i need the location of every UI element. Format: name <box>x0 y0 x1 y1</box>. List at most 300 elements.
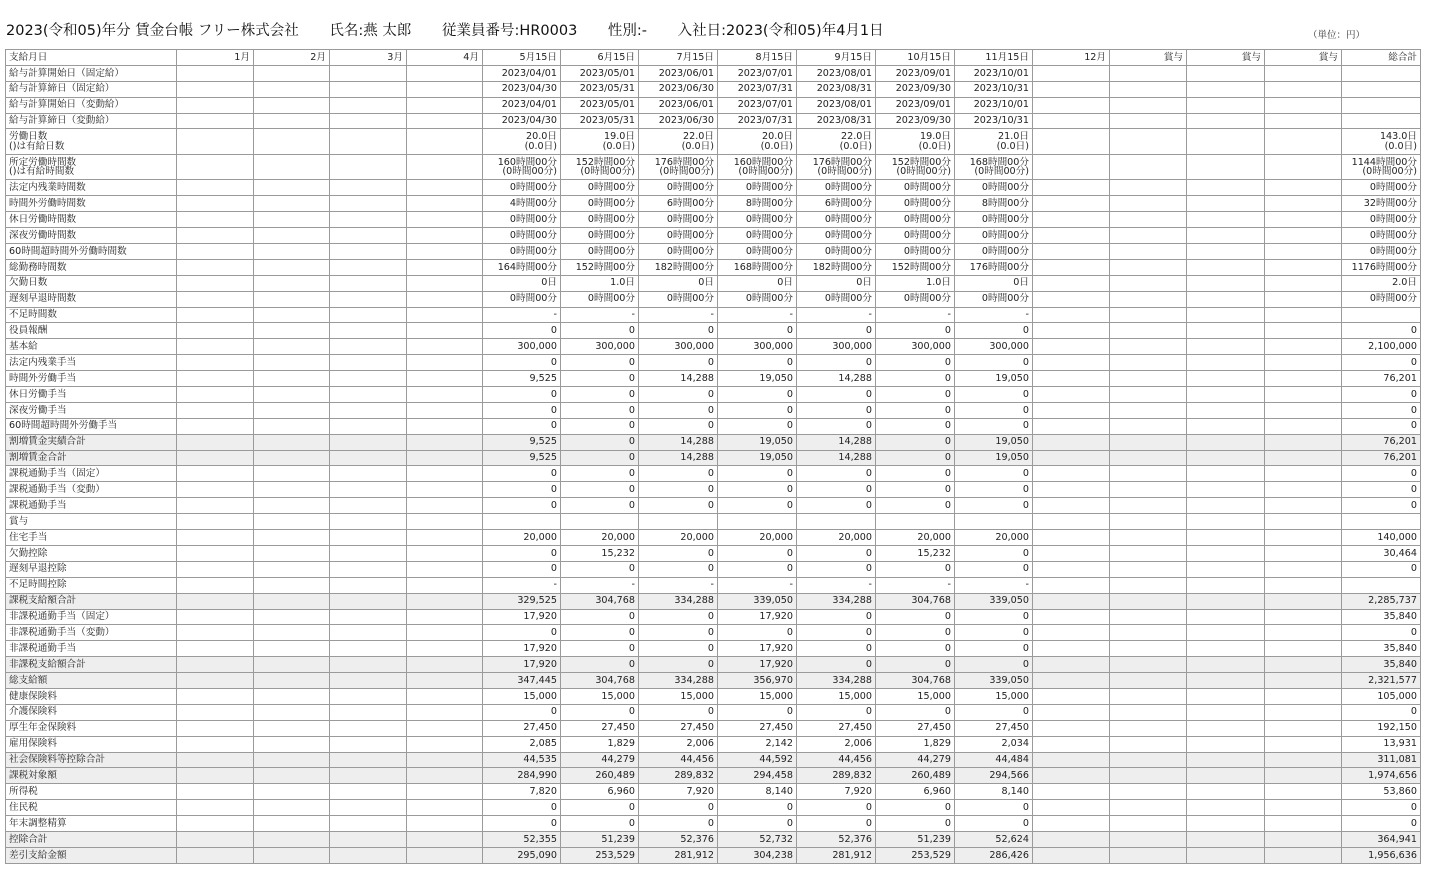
table-row <box>6 720 1421 736</box>
table-cell <box>1187 402 1265 418</box>
table-cell <box>1033 561 1110 577</box>
column-header: 2月 <box>254 50 330 66</box>
table-cell: 2,100,000 <box>1342 339 1421 355</box>
table-cell: 2023/07/31 <box>718 81 797 97</box>
column-header: 賞与 <box>1187 50 1265 66</box>
table-cell: 0 <box>876 387 955 403</box>
table-cell: 0日 <box>639 275 718 291</box>
table-cell <box>1033 339 1110 355</box>
table-cell <box>177 259 254 275</box>
table-cell: - <box>797 307 876 323</box>
table-cell <box>254 784 330 800</box>
cell-line2: (0.0日) <box>602 140 635 152</box>
table-cell: 152時間00分 <box>876 259 955 275</box>
row-label: 所得税 <box>6 784 177 800</box>
row-label-line1: 労働日数 <box>9 131 48 143</box>
table-cell <box>177 434 254 450</box>
table-cell <box>1265 402 1342 418</box>
table-cell: 8,140 <box>955 784 1033 800</box>
table-cell <box>1110 323 1187 339</box>
table-cell <box>1265 673 1342 689</box>
table-cell: 0日 <box>718 275 797 291</box>
table-cell <box>330 65 407 81</box>
table-cell <box>1187 81 1265 97</box>
table-cell <box>407 545 483 561</box>
table-cell: 20,000 <box>797 530 876 546</box>
table-cell <box>177 65 254 81</box>
table-cell: 0 <box>483 498 561 514</box>
table-cell: - <box>876 307 955 323</box>
row-label: 深夜労働時間数 <box>6 228 177 244</box>
table-cell: 0 <box>797 545 876 561</box>
table-cell: 0時間00分 <box>955 228 1033 244</box>
table-row <box>6 154 1421 180</box>
table-cell: 7,920 <box>797 784 876 800</box>
table-cell: 53,860 <box>1342 784 1421 800</box>
table-cell: 0 <box>797 323 876 339</box>
table-cell <box>254 657 330 673</box>
table-cell: 0 <box>561 816 639 832</box>
table-cell <box>1265 355 1342 371</box>
table-cell <box>330 768 407 784</box>
table-cell <box>254 673 330 689</box>
table-row <box>6 65 1421 81</box>
table-cell <box>1265 387 1342 403</box>
table-cell: 0 <box>797 609 876 625</box>
table-cell: 0 <box>876 402 955 418</box>
table-cell <box>1187 339 1265 355</box>
table-cell: 0 <box>955 545 1033 561</box>
table-cell <box>1033 228 1110 244</box>
table-cell <box>797 129 876 155</box>
table-cell <box>1265 196 1342 212</box>
table-cell: 334,288 <box>639 593 718 609</box>
table-cell <box>254 514 330 530</box>
table-cell <box>177 816 254 832</box>
table-cell: 9,525 <box>483 450 561 466</box>
table-cell: 2,006 <box>797 736 876 752</box>
table-cell: 0 <box>639 625 718 641</box>
table-cell: 0 <box>561 625 639 641</box>
table-cell <box>1265 514 1342 530</box>
table-cell: 0 <box>1342 625 1421 641</box>
table-cell: 1.0日 <box>876 275 955 291</box>
table-cell <box>1265 180 1342 196</box>
table-cell <box>254 466 330 482</box>
column-header: 8月15日 <box>718 50 797 66</box>
table-cell <box>407 736 483 752</box>
table-cell: 0 <box>797 466 876 482</box>
table-cell <box>1265 816 1342 832</box>
table-cell: 0 <box>876 625 955 641</box>
table-cell: 2023/04/30 <box>483 113 561 129</box>
table-cell <box>177 212 254 228</box>
table-cell <box>1187 704 1265 720</box>
table-cell: - <box>876 577 955 593</box>
table-row <box>6 657 1421 673</box>
table-cell <box>1110 371 1187 387</box>
cell-line2: (0時間00分) <box>659 166 714 178</box>
table-cell <box>407 816 483 832</box>
table-cell <box>254 323 330 339</box>
table-cell: 0 <box>718 625 797 641</box>
table-cell: 0 <box>639 323 718 339</box>
table-cell <box>1187 196 1265 212</box>
table-cell: 20,000 <box>639 530 718 546</box>
table-cell: 2023/05/01 <box>561 65 639 81</box>
cell-line1: 22.0日 <box>683 131 714 143</box>
table-cell: 0 <box>718 545 797 561</box>
table-cell <box>1110 259 1187 275</box>
table-cell: 1.0日 <box>561 275 639 291</box>
table-cell: 14,288 <box>797 450 876 466</box>
table-cell <box>177 641 254 657</box>
table-cell <box>254 577 330 593</box>
table-cell: 0 <box>639 402 718 418</box>
table-cell <box>407 466 483 482</box>
table-cell <box>955 514 1033 530</box>
cell-line1: 20.0日 <box>762 131 793 143</box>
table-cell: 105,000 <box>1342 688 1421 704</box>
table-cell: 253,529 <box>561 847 639 863</box>
table-cell <box>177 498 254 514</box>
table-cell <box>1187 212 1265 228</box>
table-cell: 0 <box>955 418 1033 434</box>
table-cell <box>1265 434 1342 450</box>
table-row <box>6 291 1421 307</box>
table-cell: 51,239 <box>561 831 639 847</box>
table-cell <box>407 641 483 657</box>
table-cell <box>1110 720 1187 736</box>
table-cell <box>1265 371 1342 387</box>
row-label: 介護保険料 <box>6 704 177 720</box>
cell-line2: (0時間00分) <box>974 166 1029 178</box>
table-cell: 0時間00分 <box>1342 244 1421 260</box>
table-cell: 0 <box>639 355 718 371</box>
table-cell <box>1187 831 1265 847</box>
table-cell: 2023/06/30 <box>639 81 718 97</box>
table-cell <box>407 625 483 641</box>
table-cell <box>1033 831 1110 847</box>
table-cell <box>177 688 254 704</box>
table-cell: 0 <box>483 625 561 641</box>
table-cell <box>330 323 407 339</box>
table-cell: 0 <box>483 466 561 482</box>
table-cell: 311,081 <box>1342 752 1421 768</box>
table-cell <box>1033 180 1110 196</box>
table-cell: 0 <box>876 418 955 434</box>
table-cell: 2,142 <box>718 736 797 752</box>
table-cell: 15,000 <box>797 688 876 704</box>
table-cell <box>177 545 254 561</box>
table-cell <box>1187 784 1265 800</box>
table-cell: 27,450 <box>561 720 639 736</box>
table-cell: 329,525 <box>483 593 561 609</box>
row-label: 欠勤控除 <box>6 545 177 561</box>
table-cell <box>797 154 876 180</box>
table-cell: 0 <box>1342 387 1421 403</box>
column-header: 4月 <box>407 50 483 66</box>
cell-line1: 160時間00分 <box>497 156 557 168</box>
table-cell <box>1342 97 1421 113</box>
table-cell <box>330 545 407 561</box>
row-label-line2: ()は有給時間数 <box>9 166 75 178</box>
table-cell <box>1033 688 1110 704</box>
table-cell <box>177 609 254 625</box>
table-cell: 6時間00分 <box>797 196 876 212</box>
table-cell: 0 <box>797 387 876 403</box>
table-cell: 182時間00分 <box>639 259 718 275</box>
table-cell: 0 <box>1342 482 1421 498</box>
table-cell <box>254 434 330 450</box>
table-cell <box>330 450 407 466</box>
table-cell: 0 <box>561 641 639 657</box>
table-cell <box>1265 784 1342 800</box>
table-cell <box>177 704 254 720</box>
table-cell: - <box>639 307 718 323</box>
table-cell <box>1110 530 1187 546</box>
table-cell: 339,050 <box>718 593 797 609</box>
table-cell <box>330 625 407 641</box>
table-cell <box>1187 466 1265 482</box>
table-cell: 0時間00分 <box>876 244 955 260</box>
wage-ledger-table <box>5 49 1421 864</box>
table-cell <box>1265 641 1342 657</box>
table-cell <box>177 339 254 355</box>
table-cell <box>1187 736 1265 752</box>
table-cell <box>177 577 254 593</box>
table-cell: 300,000 <box>561 339 639 355</box>
table-cell: 51,239 <box>876 831 955 847</box>
table-cell <box>254 641 330 657</box>
cell-line2: (0時間00分) <box>817 166 872 178</box>
table-cell <box>561 514 639 530</box>
table-cell <box>1265 530 1342 546</box>
table-cell <box>254 482 330 498</box>
table-cell <box>797 514 876 530</box>
table-cell: 0 <box>561 561 639 577</box>
table-cell <box>407 450 483 466</box>
cell-line2: (0時間00分) <box>502 166 557 178</box>
table-cell <box>1187 113 1265 129</box>
table-cell <box>1342 113 1421 129</box>
table-cell: 0 <box>561 482 639 498</box>
table-cell: 281,912 <box>639 847 718 863</box>
table-cell <box>177 514 254 530</box>
table-row <box>6 97 1421 113</box>
table-cell: 1176時間00分 <box>1342 259 1421 275</box>
table-cell: 20,000 <box>876 530 955 546</box>
header-row <box>6 50 1421 66</box>
table-cell: 0時間00分 <box>955 180 1033 196</box>
table-cell <box>177 482 254 498</box>
table-cell: 300,000 <box>797 339 876 355</box>
table-row <box>6 816 1421 832</box>
table-cell <box>1110 641 1187 657</box>
table-cell: 0 <box>797 800 876 816</box>
table-cell <box>1033 418 1110 434</box>
table-cell: 0 <box>483 387 561 403</box>
table-cell <box>330 657 407 673</box>
table-cell <box>330 847 407 863</box>
table-row <box>6 355 1421 371</box>
row-label: 給与計算締日（変動給） <box>6 113 177 129</box>
table-cell: 44,592 <box>718 752 797 768</box>
table-cell: 0 <box>955 609 1033 625</box>
table-cell: 0 <box>876 323 955 339</box>
document-title: 2023(令和05)年分 賃金台帳 フリー株式会社 <box>6 23 299 39</box>
table-cell <box>407 323 483 339</box>
table-cell: 2023/07/01 <box>718 65 797 81</box>
table-cell <box>1033 212 1110 228</box>
table-cell <box>330 673 407 689</box>
table-cell: 7,820 <box>483 784 561 800</box>
table-cell: 0 <box>561 800 639 816</box>
table-cell: 0 <box>797 625 876 641</box>
table-cell <box>254 244 330 260</box>
row-label <box>6 154 177 180</box>
table-cell <box>177 113 254 129</box>
table-cell: - <box>797 577 876 593</box>
table-row <box>6 81 1421 97</box>
cell-line1: 152時間00分 <box>575 156 635 168</box>
table-cell <box>254 720 330 736</box>
cell-line2: (0.0日) <box>760 140 793 152</box>
table-cell <box>1187 752 1265 768</box>
table-cell: 1,974,656 <box>1342 768 1421 784</box>
table-cell <box>1187 593 1265 609</box>
table-cell <box>1265 482 1342 498</box>
table-cell <box>1110 688 1187 704</box>
table-cell: 0 <box>718 816 797 832</box>
table-cell <box>330 355 407 371</box>
table-cell: 35,840 <box>1342 609 1421 625</box>
table-cell <box>1033 244 1110 260</box>
table-cell <box>177 196 254 212</box>
table-cell: 0 <box>955 402 1033 418</box>
table-cell: 8時間00分 <box>718 196 797 212</box>
table-cell: 286,426 <box>955 847 1033 863</box>
table-cell: 2,006 <box>639 736 718 752</box>
table-cell: 0 <box>483 355 561 371</box>
table-cell <box>407 498 483 514</box>
table-cell <box>483 514 561 530</box>
table-cell: 8,140 <box>718 784 797 800</box>
table-cell <box>1187 291 1265 307</box>
table-cell: 0時間00分 <box>483 244 561 260</box>
cell-line1: 1144時間00分 <box>1351 156 1417 168</box>
table-cell <box>1187 434 1265 450</box>
table-cell <box>1110 784 1187 800</box>
table-cell <box>407 831 483 847</box>
table-cell: 0 <box>876 498 955 514</box>
table-cell <box>177 418 254 434</box>
table-cell <box>1110 768 1187 784</box>
table-cell: 2023/09/01 <box>876 65 955 81</box>
table-cell: 14,288 <box>797 371 876 387</box>
table-cell <box>1265 688 1342 704</box>
table-cell <box>330 387 407 403</box>
table-cell: 0 <box>876 816 955 832</box>
table-cell: - <box>955 577 1033 593</box>
row-label: 賞与 <box>6 514 177 530</box>
table-cell: 2023/10/31 <box>955 81 1033 97</box>
column-header: 5月15日 <box>483 50 561 66</box>
table-cell <box>1110 831 1187 847</box>
table-cell: - <box>561 577 639 593</box>
table-cell <box>1110 154 1187 180</box>
table-cell <box>1265 577 1342 593</box>
table-cell: 2023/05/31 <box>561 113 639 129</box>
table-cell: 0 <box>797 561 876 577</box>
table-cell: 0時間00分 <box>718 212 797 228</box>
table-row <box>6 545 1421 561</box>
table-cell <box>1187 514 1265 530</box>
table-cell <box>330 113 407 129</box>
table-cell: 2023/08/01 <box>797 97 876 113</box>
table-cell: 300,000 <box>639 339 718 355</box>
table-cell: 27,450 <box>955 720 1033 736</box>
cell-line2: (0時間00分) <box>896 166 951 178</box>
table-cell: 52,376 <box>797 831 876 847</box>
table-cell: 0 <box>1342 498 1421 514</box>
table-cell <box>177 593 254 609</box>
table-cell: 0 <box>561 418 639 434</box>
table-cell <box>407 482 483 498</box>
cell-line1: 176時間00分 <box>654 156 714 168</box>
table-cell: 2023/06/01 <box>639 65 718 81</box>
table-cell <box>1110 196 1187 212</box>
table-cell <box>1265 323 1342 339</box>
table-cell: 0 <box>955 387 1033 403</box>
cell-line2: (0.0日) <box>839 140 872 152</box>
table-cell: 8時間00分 <box>955 196 1033 212</box>
table-cell: 0 <box>718 323 797 339</box>
table-cell: 0 <box>718 704 797 720</box>
table-cell <box>254 847 330 863</box>
table-row <box>6 387 1421 403</box>
table-cell <box>407 609 483 625</box>
table-cell <box>1033 577 1110 593</box>
table-cell <box>1033 752 1110 768</box>
table-cell: 14,288 <box>639 434 718 450</box>
table-cell <box>1187 97 1265 113</box>
table-cell <box>1110 434 1187 450</box>
table-cell: 0時間00分 <box>639 244 718 260</box>
table-cell: 0 <box>955 657 1033 673</box>
row-label: 控除合計 <box>6 831 177 847</box>
table-cell: 52,624 <box>955 831 1033 847</box>
table-row <box>6 212 1421 228</box>
table-cell <box>330 609 407 625</box>
table-cell <box>1265 609 1342 625</box>
table-cell: 0 <box>876 466 955 482</box>
table-row <box>6 498 1421 514</box>
table-cell <box>1033 97 1110 113</box>
table-cell: 2023/07/31 <box>718 113 797 129</box>
table-cell <box>1110 561 1187 577</box>
cell-line1: 160時間00分 <box>733 156 793 168</box>
table-cell: 44,456 <box>639 752 718 768</box>
table-row <box>6 768 1421 784</box>
row-label-line1: 所定労働時間数 <box>9 156 77 168</box>
table-row <box>6 784 1421 800</box>
row-label: 60時間超時間外労働時間数 <box>6 244 177 260</box>
table-cell <box>177 371 254 387</box>
table-cell: 364,941 <box>1342 831 1421 847</box>
table-row <box>6 561 1421 577</box>
table-cell <box>1187 228 1265 244</box>
